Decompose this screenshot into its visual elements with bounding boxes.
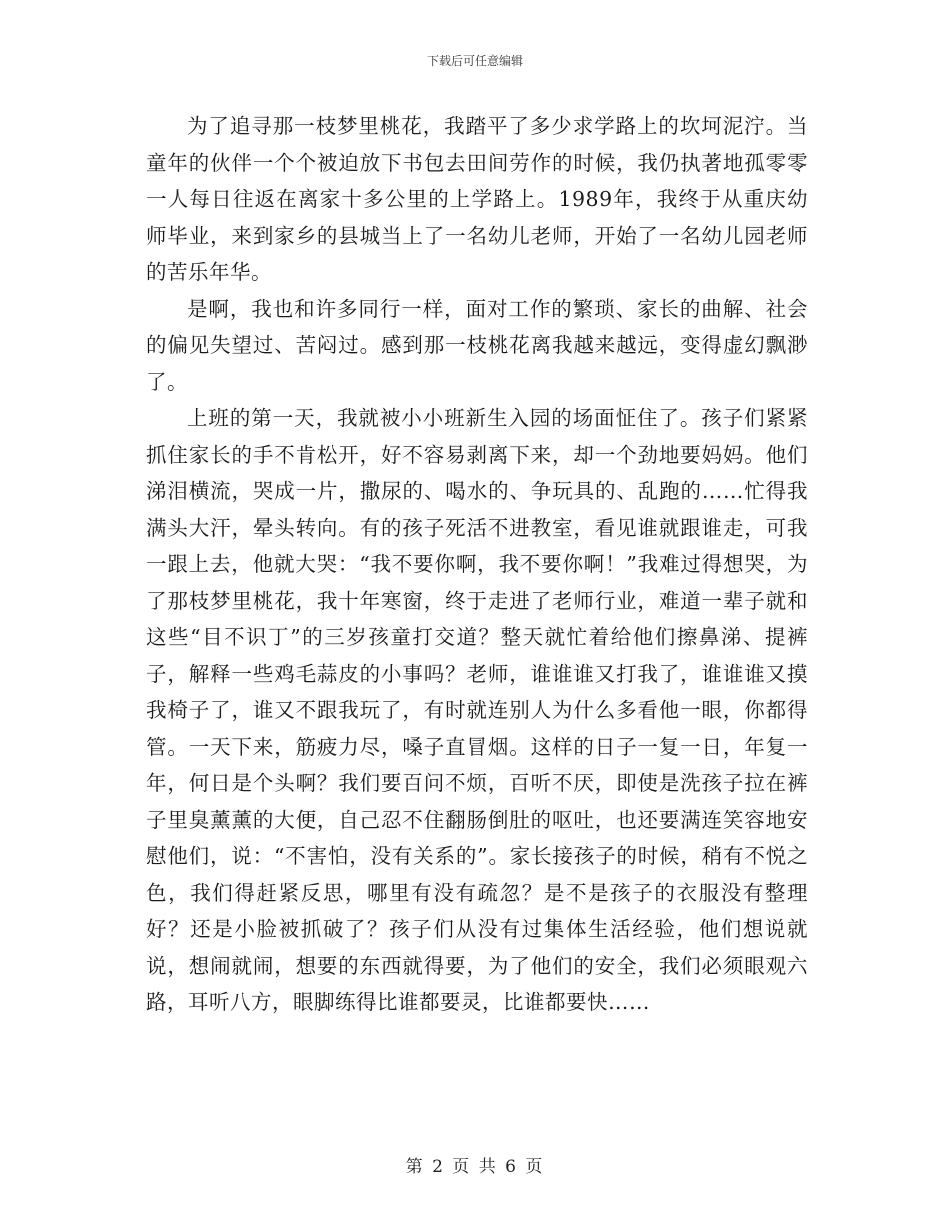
paragraph-2: 是啊，我也和许多同行一样，面对工作的繁琐、家长的曲解、社会的偏见失望过、苦闷过。感到那一枝桃花离我越来越远，变得虚幻飘渺了。 — [146, 296, 808, 394]
document-body — [146, 108, 808, 1021]
paragraph-3: 上班的第一天，我就被小小班新生入园的场面怔住了。孩子们紧紧抓住家长的手不肯松开，好不容易剥离下来，却一个劲地要妈妈。他们涕泪横流，哭成一片，撒尿的、喝水的、争玩具的、乱跑的……忙得我满头大汗，晕头转向。有的孩子死活不进教室，看见谁就跟谁走，可我一跟上去，他就大哭：“我不要你啊，我不要你啊！”我难过得想哭，为了那枝梦里桃花，我十年寒窗，终于走进了老师行业，难道一辈子就和这些“目不识丁”的三岁孩童打交道？整天就忙着给他们擦鼻涕、提裤子，解释一些鸡毛蒜皮的小事吗？老师，谁谁谁又打我了，谁谁谁又摸我椅子了，谁又不跟我玩了，有时就连别人为什么多看他一眼，你都得管。一天下来，筋疲力尽，嗓子直冒烟。这样的日子一复一日，年复一年，何日是个头啊？我们要百问不烦，百听不厌，即使是洗孩子拉在裤子里臭薰薰的大便，自己忍不住翻肠倒肚的呕吐，也还要满连笑容地安慰他们，说：“不害怕，没有关系的”。家长接孩子的时候，稍有不悦之色，我们得赶紧反思，哪里有没有疏忽？是不是孩子的衣服没有整理好？还是小脸被抓破了？孩子们从没有过集体生活经验，他们想说就说，想闹就闹，想要的东西就得要，为了他们的安全，我们必须眼观六路，耳听八方，眼脚练得比谁都要灵，比谁都要快…… — [146, 406, 808, 1014]
page-header-note: 下载后可任意编辑 — [426, 54, 523, 68]
paragraph-1: 为了追寻那一枝梦里桃花，我踏平了多少求学路上的坎坷泥泞。当童年的伙伴一个个被迫放下书包去田间劳作的时候，我仍执著地孤零零一人每日往返在离家十多公里的上学路上。1989年，我终于从重庆幼师毕业，来到家乡的县城当上了一名幼儿老师，开始了一名幼儿园老师的苦乐年华。 — [146, 114, 808, 284]
page-number: 第 2 页 共 6 页 — [405, 1157, 545, 1177]
